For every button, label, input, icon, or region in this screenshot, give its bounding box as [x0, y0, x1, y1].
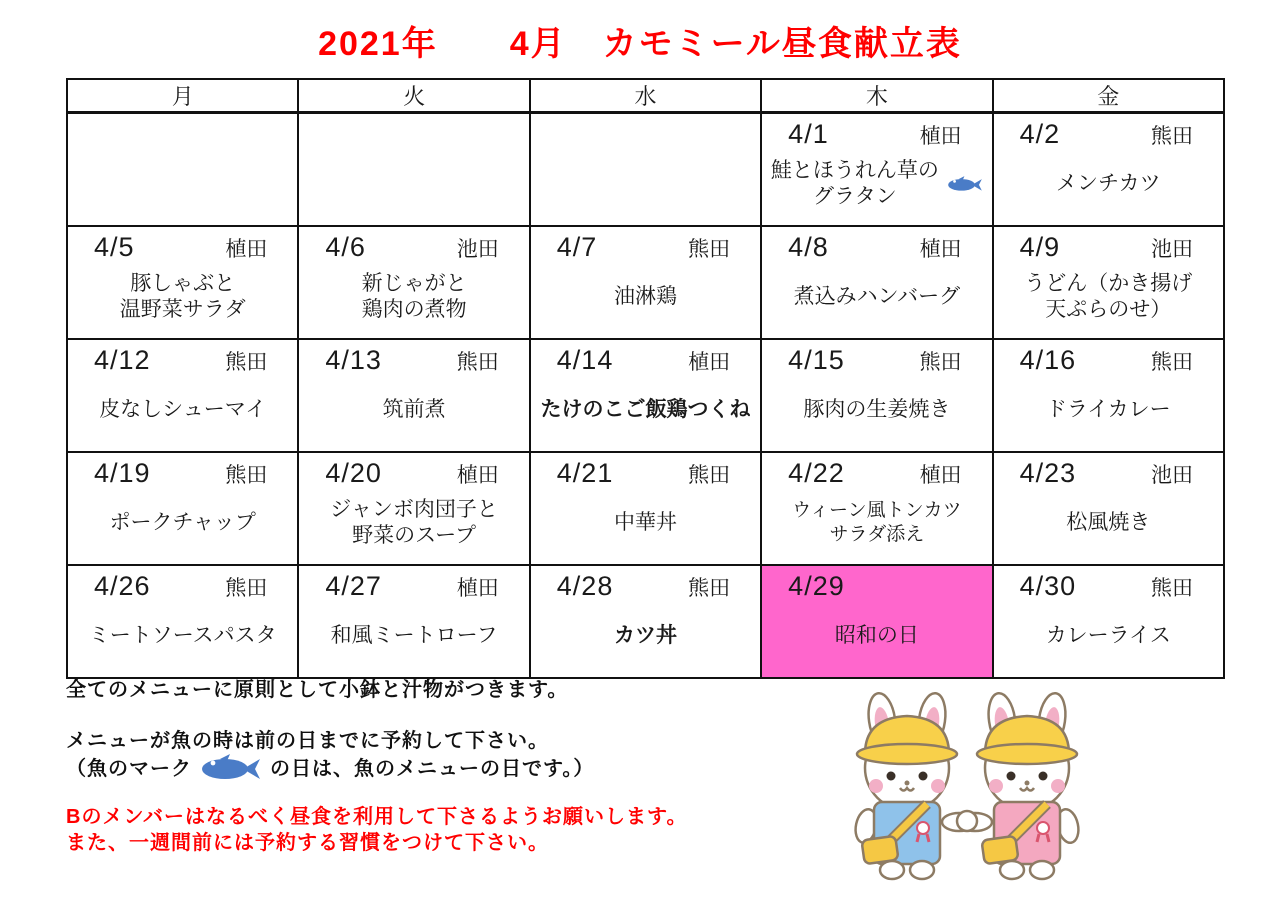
- cell-date: 4/13: [325, 345, 382, 375]
- calendar-cell: [993, 452, 1224, 565]
- calendar-cell: [993, 113, 1224, 227]
- cell-menu: 皮なしシューマイ: [99, 397, 267, 421]
- weekday-header: 水: [530, 79, 761, 113]
- note-reserve-habit: また、一週間前には予約する習慣をつけて下さい。: [66, 832, 549, 854]
- cell-staff: 植田: [688, 351, 731, 374]
- fish-icon: [947, 176, 983, 192]
- cell-date: 4/1: [788, 119, 829, 149]
- calendar-cell: [298, 226, 529, 339]
- cell-staff: 池田: [1151, 464, 1193, 487]
- cell-date: 4/30: [1019, 571, 1077, 601]
- fish-icon: [200, 754, 262, 781]
- two-rabbits-illustration: [835, 688, 1115, 888]
- cell-menu: 新じゃがと 鶏肉の煮物: [361, 271, 467, 321]
- calendar-cell: [530, 339, 761, 452]
- cell-date: 4/26: [94, 571, 151, 601]
- cell-date: 4/28: [556, 571, 614, 601]
- cell-staff: 熊田: [688, 577, 731, 600]
- cell-menu: 豚しゃぶと 温野菜サラダ: [119, 271, 246, 321]
- calendar-cell: [67, 565, 298, 678]
- cell-staff: 熊田: [688, 464, 731, 487]
- calendar-cell: [67, 452, 298, 565]
- cell-date: 4/9: [1019, 232, 1061, 262]
- calendar-cell: [761, 452, 992, 565]
- cell-date: 4/29: [788, 571, 845, 601]
- page-title: 2021年 4月 カモミール昼食献立表: [318, 25, 962, 63]
- calendar-cell: [530, 113, 761, 227]
- cell-menu: ジャンボ肉団子と 野菜のスープ: [330, 497, 498, 547]
- calendar-cell: [298, 565, 529, 678]
- joined-hands: [957, 811, 977, 831]
- cell-menu: 煮込みハンバーグ: [793, 284, 961, 308]
- calendar-cell: [993, 339, 1224, 452]
- cell-menu: 和風ミートローフ: [330, 623, 498, 647]
- calendar-cell: [993, 226, 1224, 339]
- cell-menu: 中華丼: [613, 510, 677, 534]
- calendar-cell: [761, 339, 992, 452]
- calendar-cell: [67, 226, 298, 339]
- cell-date: 4/12: [94, 345, 151, 375]
- cell-date: 4/16: [1019, 345, 1077, 375]
- cell-menu: 鮭とほうれん草の グラタン: [762, 150, 991, 225]
- cell-staff: 池田: [1151, 238, 1193, 261]
- note-side-dishes: 全てのメニューに原則として小鉢と汁物がつきます。: [66, 679, 569, 701]
- calendar-cell: [67, 339, 298, 452]
- cell-staff: 池田: [456, 238, 499, 261]
- note-fish-reservation: メニューが魚の時は前の日までに予約して下さい。: [66, 730, 549, 752]
- cell-staff: 熊田: [919, 351, 962, 374]
- cell-date: 4/15: [788, 345, 845, 375]
- calendar-header-row: [67, 79, 1224, 113]
- cell-menu: ミートソースパスタ: [88, 623, 277, 647]
- cell-menu: メンチカツ: [1055, 171, 1161, 195]
- cell-date: 4/5: [94, 232, 135, 262]
- weekday-header: 金: [993, 79, 1224, 113]
- cell-menu: うどん（かき揚げ 天ぷらのせ）: [1024, 271, 1193, 321]
- cell-menu: 豚肉の生姜焼き: [803, 397, 951, 421]
- calendar-cell-holiday: [761, 565, 992, 678]
- cell-date: 4/7: [556, 232, 598, 262]
- cell-staff: 植田: [919, 464, 962, 487]
- cell-menu: 松風焼き: [1066, 510, 1151, 534]
- cell-menu: カレーライス: [1045, 623, 1171, 647]
- note-fish-mark-prefix: （魚のマーク: [66, 758, 192, 780]
- calendar-cell: [67, 113, 298, 227]
- notes-section: [66, 678, 766, 856]
- cell-menu: たけのこご飯鶏つくね: [540, 397, 751, 421]
- cell-date: 4/20: [325, 458, 382, 488]
- cell-menu: 油淋鶏: [613, 284, 677, 308]
- calendar-cell: [761, 113, 992, 227]
- rabbit-blue: [853, 691, 976, 879]
- cell-staff: 熊田: [688, 238, 731, 261]
- cell-date: 4/23: [1019, 458, 1077, 488]
- menu-calendar-table: [66, 78, 1225, 679]
- cell-menu: カツ丼: [613, 623, 677, 647]
- calendar-cell: [298, 452, 529, 565]
- cell-menu: ウィーン風トンカツ サラダ添え: [792, 499, 962, 545]
- cell-staff: 熊田: [225, 577, 268, 600]
- cell-staff: 植田: [456, 577, 499, 600]
- cell-date: 4/6: [325, 232, 366, 262]
- calendar-week-row: [67, 452, 1224, 565]
- calendar-cell: [993, 565, 1224, 678]
- cell-menu: ドライカレー: [1045, 397, 1171, 421]
- calendar-week-row: [67, 565, 1224, 678]
- weekday-header: 火: [298, 79, 529, 113]
- calendar-cell: [298, 113, 529, 227]
- cell-staff: 植田: [225, 238, 268, 261]
- calendar-cell: [530, 226, 761, 339]
- cell-staff: 熊田: [225, 351, 268, 374]
- cell-staff: 植田: [456, 464, 499, 487]
- cell-menu: 昭和の日: [834, 623, 919, 647]
- rabbit-pink: [958, 691, 1081, 879]
- cell-date: 4/21: [556, 458, 614, 488]
- cell-staff: 植田: [919, 125, 962, 148]
- cell-menu: ポークチャップ: [109, 510, 256, 534]
- cell-date: 4/14: [556, 345, 614, 375]
- cell-staff: 熊田: [1151, 351, 1193, 374]
- cell-menu: 筑前煮: [382, 397, 446, 421]
- calendar-body: [67, 113, 1224, 679]
- calendar-week-row: [67, 113, 1224, 227]
- calendar-cell: [530, 565, 761, 678]
- cell-date: 4/19: [94, 458, 151, 488]
- note-member-request: Bのメンバーはなるべく昼食を利用して下さるようお願いします。: [66, 806, 688, 828]
- cell-staff: 熊田: [1151, 125, 1193, 148]
- cell-date: 4/8: [788, 232, 829, 262]
- calendar-week-row: [67, 339, 1224, 452]
- cell-staff: 熊田: [1151, 577, 1193, 600]
- cell-date: 4/2: [1019, 119, 1061, 149]
- calendar-cell: [530, 452, 761, 565]
- calendar-week-row: [67, 226, 1224, 339]
- weekday-header: 木: [761, 79, 992, 113]
- cell-date: 4/22: [788, 458, 845, 488]
- cell-staff: 植田: [919, 238, 962, 261]
- note-fish-mark-suffix: の日は、魚のメニューの日です。）: [270, 758, 595, 780]
- note-fish-mark: [66, 754, 766, 782]
- cell-staff: 熊田: [225, 464, 268, 487]
- weekday-header: 月: [67, 79, 298, 113]
- calendar-cell: [298, 339, 529, 452]
- calendar-cell: [761, 226, 992, 339]
- cell-staff: 熊田: [456, 351, 499, 374]
- cell-date: 4/27: [325, 571, 382, 601]
